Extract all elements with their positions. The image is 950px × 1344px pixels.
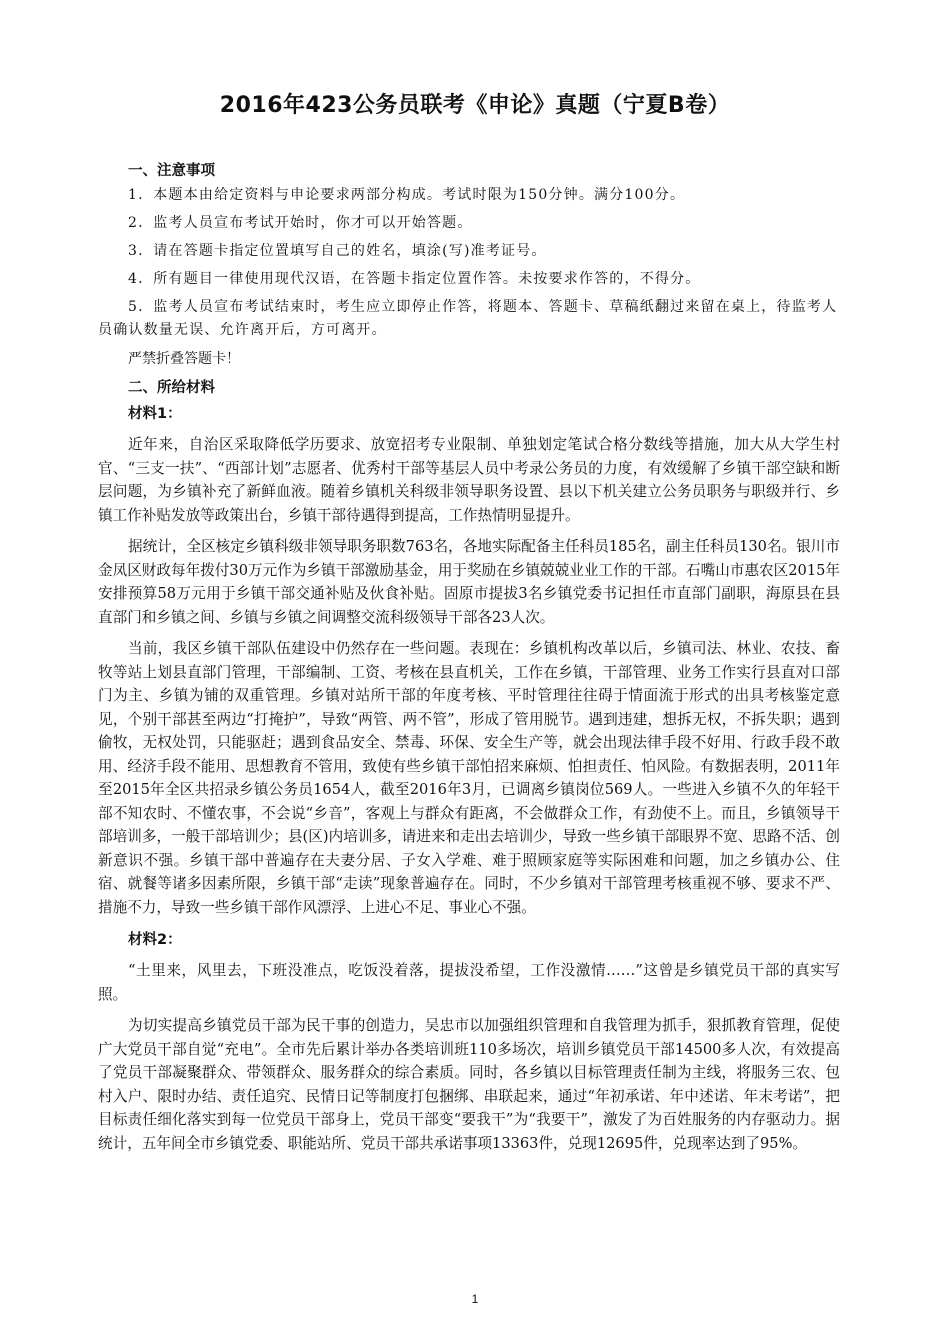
material-2-label: 材料2：	[128, 932, 182, 948]
material-1-label: 材料1：	[128, 406, 182, 422]
document-title: 2016年423公务员联考《申论》真题（宁夏B卷）	[219, 93, 731, 118]
page-number: 1	[471, 1292, 479, 1306]
notice-item: 4．所有题目一律使用现代汉语，在答题卡指定位置作答。未按要求作答的，不得分。	[128, 271, 701, 287]
notice-item: 3．请在答题卡指定位置填写自己的姓名，填涂(写)准考证号。	[128, 243, 547, 259]
material-paragraph: 近年来，自治区采取降低学历要求、放宽招考专业限制、单独划定笔试合格分数线等措施，加大从大学生村官、“三支一扶”、“西部计划”志愿者、优秀村干部等基层人员中考录公务员的力度，有效缓解了乡镇干部空缺和断层问题，为乡镇补充了新鲜血液。随着乡镇机关科级非领导职务设置、县以下机关建立公务员职务与职级并行、乡镇工作补贴发放等政策出台，乡镇干部待遇得到提高，工作热情明显提升。	[98, 436, 840, 524]
warning-text: 严禁折叠答题卡！	[128, 351, 240, 367]
material-paragraph: 为切实提高乡镇党员干部为民干事的创造力，吴忠市以加强组织管理和自我管理为抓手，狠抓教育管理，促使广大党员干部自觉“充电”。全市先后累计举办各类培训班110多场次，培训乡镇党员干部14500多人次，有效提高了党员干部凝聚群众、带领群众、服务群众的综合素质。同时，各乡镇以目标管理责任制为主线，将服务三农、包村入户、限时办结、责任追究、民情日记等制度打包捆绑、串联起来，通过“年初承诺、年中述诺、年末考诺”，把目标责任细化落实到每一位党员干部身上，党员干部变“要我干”为“我要干”，激发了为百姓服务的内存驱动力。据统计，五年间全市乡镇党委、职能站所、党员干部共承诺事项13363件，兑现12695件，兑现率达到了95%。	[98, 1017, 840, 1152]
section-heading-notices: 一、注意事项	[128, 163, 215, 179]
notice-item: 2．监考人员宣布考试开始时，你才可以开始答题。	[128, 215, 473, 231]
section-heading-materials: 二、所给材料	[128, 380, 215, 396]
document-body	[98, 158, 840, 1163]
material-paragraph: 据统计，全区核定乡镇科级非领导职务职数763名，各地实际配备主任科员185名，副主任科员130名。银川市金凤区财政每年拨付30万元作为乡镇干部激励基金，用于奖励在乡镇兢兢业业工作的干部。石嘴山市惠农区2015年安排预算58万元用于乡镇干部交通补贴及伙食补贴。固原市提拔3名乡镇党委书记担任市直部门副职，海原县在县直部门和乡镇之间、乡镇与乡镇之间调整交流科级领导干部各23人次。	[98, 538, 840, 626]
material-paragraph: “土里来，风里去，下班没准点，吃饭没着落，提拔没希望，工作没激情……”这曾是乡镇党员干部的真实写照。	[98, 962, 840, 1003]
notice-item: 5．监考人员宣布考试结束时，考生应立即停止作答，将题本、答题卡、草稿纸翻过来留在桌上，待监考人员确认数量无误、允许离开后，方可离开。	[98, 299, 838, 338]
material-paragraph: 当前，我区乡镇干部队伍建设中仍然存在一些问题。表现在：乡镇机构改革以后，乡镇司法、林业、农技、畜牧等站上划县直部门管理，干部编制、工资、考核在县直机关，工作在乡镇，干部管理、业务工作实行县直对口部门为主、乡镇为铺的双重管理。乡镇对站所干部的年度考核、平时管理往往碍于情面流于形式的出具考核鉴定意见，个别干部甚至两边“打掩护”，导致“两管、两不管”，形成了管用脱节。遇到违建，想拆无权，不拆失职；遇到偷牧，无权处罚，只能驱赶；遇到食品安全、禁毒、环保、安全生产等，就会出现法律手段不好用、行政手段不敢用、经济手段不能用、思想教育不管用，致使有些乡镇干部怕招来麻烦、怕担责任、怕风险。有数据表明，2011年至2015年全区共招录乡镇公务员1654人，截至2016年3月，已调离乡镇岗位569人。一些进入乡镇不久的年轻干部不知农时、不懂农事，不会说“乡音”，客观上与群众有距离，不会做群众工作，有劲使不上。而且，乡镇领导干部培训多，一般干部培训少；县(区)内培训多，请进来和走出去培训少，导致一些乡镇干部眼界不宽、思路不活、创新意识不强。乡镇干部中普遍存在夫妻分居、子女入学难、难于照顾家庭等实际困难和问题，加之乡镇办公、住宿、就餐等诸多因素所限，乡镇干部“走读”现象普遍存在。同时，不少乡镇对干部管理考核重视不够、要求不严、措施不力，导致一些乡镇干部作风漂浮、上进心不足、事业心不强。	[98, 640, 840, 916]
notice-item: 1．本题本由给定资料与申论要求两部分构成。考试时限为150分钟。满分100分。	[128, 187, 686, 203]
